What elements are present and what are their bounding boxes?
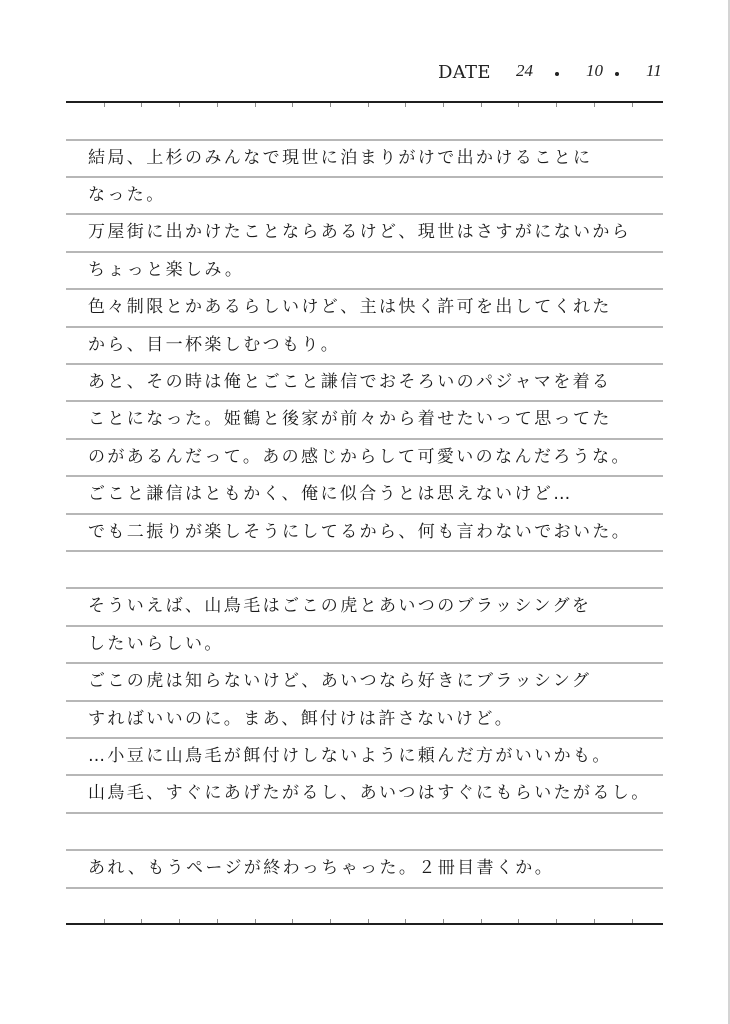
rule-tick [556,919,557,923]
thin-rule [66,213,663,215]
thin-rule [66,288,663,290]
thin-rule [66,139,663,141]
diary-line: あれ、もうページが終わっちゃった。２冊目書くか。 [88,858,555,878]
thin-rule [66,513,663,515]
diary-line: のがあるんだって。あの感じからして可愛いのなんだろうな。 [88,447,631,467]
rule-tick [632,919,633,923]
diary-line: あと、その時は俺とごこと謙信でおそろいのパジャマを着る [88,372,612,392]
diary-line: ちょっと楽しみ。 [88,260,245,280]
date-year: 24 [516,61,533,80]
rule-tick [104,919,105,923]
diary-line: そういえば、山鳥毛はごこの虎とあいつのブラッシングを [88,596,592,616]
rule-tick [292,103,293,107]
rule-tick [217,103,218,107]
diary-line: 山鳥毛、すぐにあげたがるし、あいつはすぐにもらいたがるし。 [88,783,651,803]
rule-tick [179,919,180,923]
rule-tick [481,103,482,107]
date-day: 11 [646,61,662,80]
thin-rule [66,587,663,589]
rule-tick [405,919,406,923]
date-header [438,60,668,88]
rule-tick [632,103,633,107]
diary-line: 色々制限とかあるらしいけど、主は快く許可を出してくれた [88,297,612,317]
diary-line: すればいいのに。まあ、餌付けは許さないけど。 [88,709,515,729]
rule-tick [556,103,557,107]
diary-line: ごこと謙信はともかく、俺に似合うとは思えないけど… [88,484,573,504]
thin-rule [66,774,663,776]
diary-line: なった。 [88,185,166,205]
thin-rule [66,662,663,664]
rule-tick [443,919,444,923]
thin-rule [66,363,663,365]
rule-tick [443,103,444,107]
diary-line: 万屋街に出かけたことならあるけど、現世はさすがにないから [88,222,632,242]
thin-rule [66,550,663,552]
thin-rule [66,700,663,702]
diary-line: したいらしい。 [88,634,224,654]
thin-rule [66,625,663,627]
rule-tick [255,919,256,923]
rule-tick [518,103,519,107]
rule-tick [179,103,180,107]
rule-tick [292,919,293,923]
thin-rule [66,737,663,739]
rule-tick [368,103,369,107]
date-separator-dot [615,72,619,76]
thin-rule [66,251,663,253]
rule-tick [104,103,105,107]
thin-rule [66,326,663,328]
thin-rule [66,849,663,851]
diary-line: ことになった。姫鶴と後家が前々から着せたいって思ってた [88,409,612,429]
diary-line: ごこの虎は知らないけど、あいつなら好きにブラッシング [88,671,592,691]
date-month: 10 [586,61,603,80]
diary-line: でも二振りが楽しそうにしてるから、何も言わないでおいた。 [88,522,632,542]
rule-tick [594,919,595,923]
top-thick-rule [66,101,663,103]
thin-rule [66,400,663,402]
rule-tick [217,919,218,923]
diary-line: …小豆に山鳥毛が餌付けしないように頼んだ方がいいかも。 [88,746,612,766]
rule-tick [405,103,406,107]
diary-line: から、目一杯楽しむつもり。 [88,335,341,355]
rule-tick [518,919,519,923]
date-separator-dot [555,72,559,76]
rule-tick [330,919,331,923]
thin-rule [66,475,663,477]
rule-tick [141,919,142,923]
diary-line: 結局、上杉のみんなで現世に泊まりがけで出かけることに [88,148,593,168]
bottom-thick-rule [66,923,663,925]
thin-rule [66,887,663,889]
rule-tick [368,919,369,923]
thin-rule [66,176,663,178]
rule-tick [594,103,595,107]
thin-rule [66,812,663,814]
rule-tick [255,103,256,107]
rule-tick [481,919,482,923]
rule-tick [141,103,142,107]
thin-rule [66,438,663,440]
date-label: DATE [438,62,491,83]
rule-tick [330,103,331,107]
